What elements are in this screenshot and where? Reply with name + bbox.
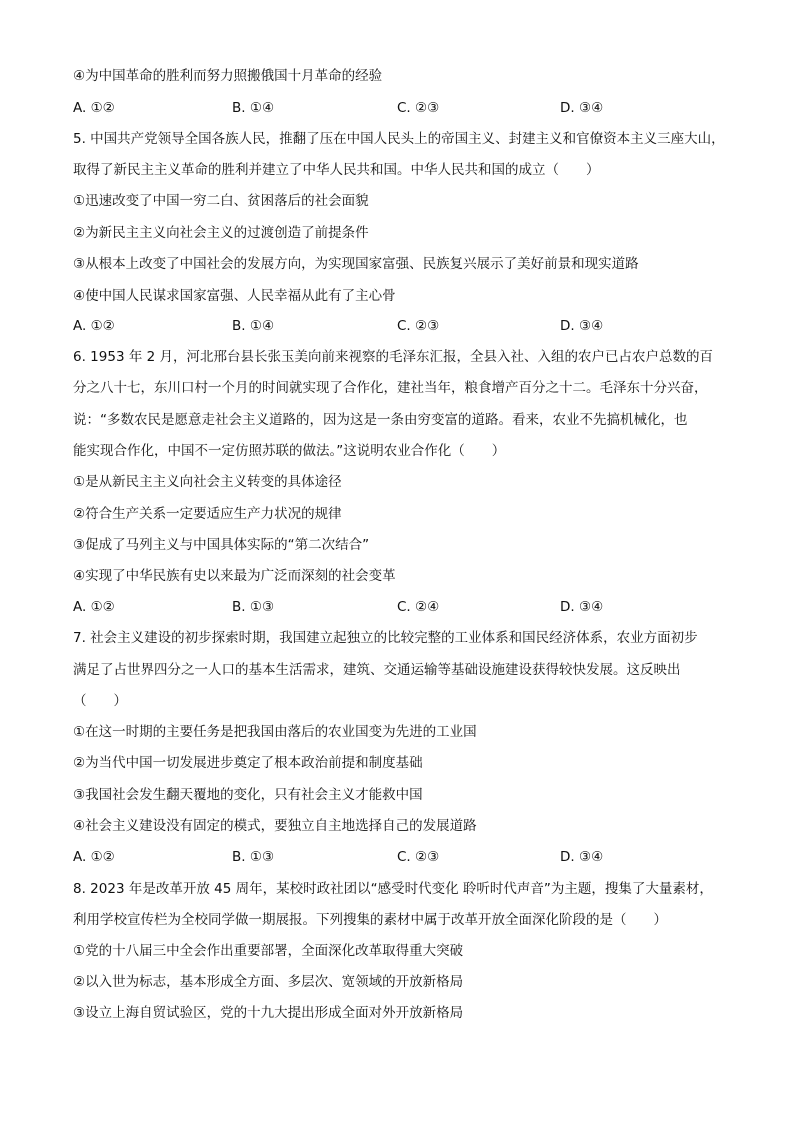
q6-option-b: B. ①③ (232, 599, 275, 615)
q7-option-b: B. ①③ (232, 849, 275, 865)
q6-stem-line-3: 说：“多数农民是愿意走社会主义道路的，因为这是一条由穷变富的道路。看来，农业不先搞机械化，也 (73, 412, 688, 428)
q7-options (73, 847, 733, 867)
q6-item-1: ①是从新民主主义向社会主义转变的具体途径 (73, 474, 342, 490)
q6-options (73, 597, 733, 617)
q8-item-1: ①党的十八届三中全会作出重要部署，全面深化改革取得重大突破 (73, 943, 464, 959)
q4-options (73, 98, 733, 118)
q8-item-2: ②以入世为标志，基本形成全方面、多层次、宽领域的开放新格局 (73, 974, 464, 990)
q7-option-c: C. ②③ (397, 849, 440, 865)
q8-stem-line-2: 利用学校宣传栏为全校同学做一期展报。下列搜集的素材中属于改革开放全面深化阶段的是（ ） (73, 912, 667, 928)
q5-stem-line-2: 取得了新民主主义革命的胜利并建立了中华人民共和国。中华人民共和国的成立（ ） (73, 162, 600, 178)
q7-option-d: D. ③④ (560, 849, 604, 865)
q5-option-b: B. ①④ (232, 318, 275, 334)
q6-item-2: ②符合生产关系一定要适应生产力状况的规律 (73, 506, 342, 522)
q5-options (73, 316, 733, 336)
q5-stem-line-1: 5. 中国共产党领导全国各族人民，推翻了压在中国人民头上的帝国主义、封建主义和官僚资本主义三座大山， (73, 131, 725, 147)
q5-option-d: D. ③④ (560, 318, 604, 334)
q4-option-a: A. ①② (73, 100, 115, 116)
q4-item-4: ④为中国革命的胜利而努力照搬俄国十月革命的经验 (73, 68, 383, 84)
q5-item-3: ③从根本上改变了中国社会的发展方向，为实现国家富强、民族复兴展示了美好前景和现实道路 (73, 256, 639, 272)
q6-stem-line-1: 6. 1953 年 2 月，河北邢台县长张玉美向前来视察的毛泽东汇报，全县入社、入组的农户已占农户总数的百 (73, 349, 713, 365)
q8-item-3: ③设立上海自贸试验区，党的十九大提出形成全面对外开放新格局 (73, 1005, 464, 1021)
q8-stem-line-1: 8. 2023 年是改革开放 45 周年，某校时政社团以“感受时代变化 聆听时代声音”为主题，搜集了大量素材， (73, 881, 713, 897)
q5-item-2: ②为新民主主义向社会主义的过渡创造了前提条件 (73, 225, 369, 241)
q7-item-1: ①在这一时期的主要任务是把我国由落后的农业国变为先进的工业国 (73, 724, 477, 740)
q7-item-3: ③我国社会发生翻天覆地的变化，只有社会主义才能救中国 (73, 787, 423, 803)
q6-option-a: A. ①② (73, 599, 115, 615)
q6-option-c: C. ②④ (397, 599, 440, 615)
q7-item-4: ④社会主义建设没有固定的模式，要独立自主地选择自己的发展道路 (73, 818, 477, 834)
q4-option-d: D. ③④ (560, 100, 604, 116)
q7-stem-line-2: 满足了占世界四分之一人口的基本生活需求，建筑、交通运输等基础设施建设获得较快发展。这反映出 (73, 662, 681, 678)
q6-stem-line-4: 能实现合作化，中国不一定仿照苏联的做法。”这说明农业合作化（ ） (73, 443, 506, 459)
q6-item-4: ④实现了中华民族有史以来最为广泛而深刻的社会变革 (73, 568, 396, 584)
q4-option-b: B. ①④ (232, 100, 275, 116)
q4-option-c: C. ②③ (397, 100, 440, 116)
q6-stem-line-2: 分之八十七，东川口村一个月的时间就实现了合作化，建社当年，粮食增产百分之十二。毛泽东十分兴奋， (73, 380, 708, 396)
q7-stem-line-1: 7. 社会主义建设的初步探索时期，我国建立起独立的比较完整的工业体系和国民经济体系，农业方面初步 (73, 630, 698, 646)
q5-option-c: C. ②③ (397, 318, 440, 334)
q6-item-3: ③促成了马列主义与中国具体实际的“第二次结合” (73, 537, 370, 553)
q6-option-d: D. ③④ (560, 599, 604, 615)
q7-stem-line-3: （ ） (73, 693, 127, 709)
q7-item-2: ②为当代中国一切发展进步奠定了根本政治前提和制度基础 (73, 755, 423, 771)
q7-option-a: A. ①② (73, 849, 115, 865)
q5-item-1: ①迅速改变了中国一穷二白、贫困落后的社会面貌 (73, 193, 369, 209)
q5-option-a: A. ①② (73, 318, 115, 334)
q5-item-4: ④使中国人民谋求国家富强、人民幸福从此有了主心骨 (73, 288, 396, 304)
